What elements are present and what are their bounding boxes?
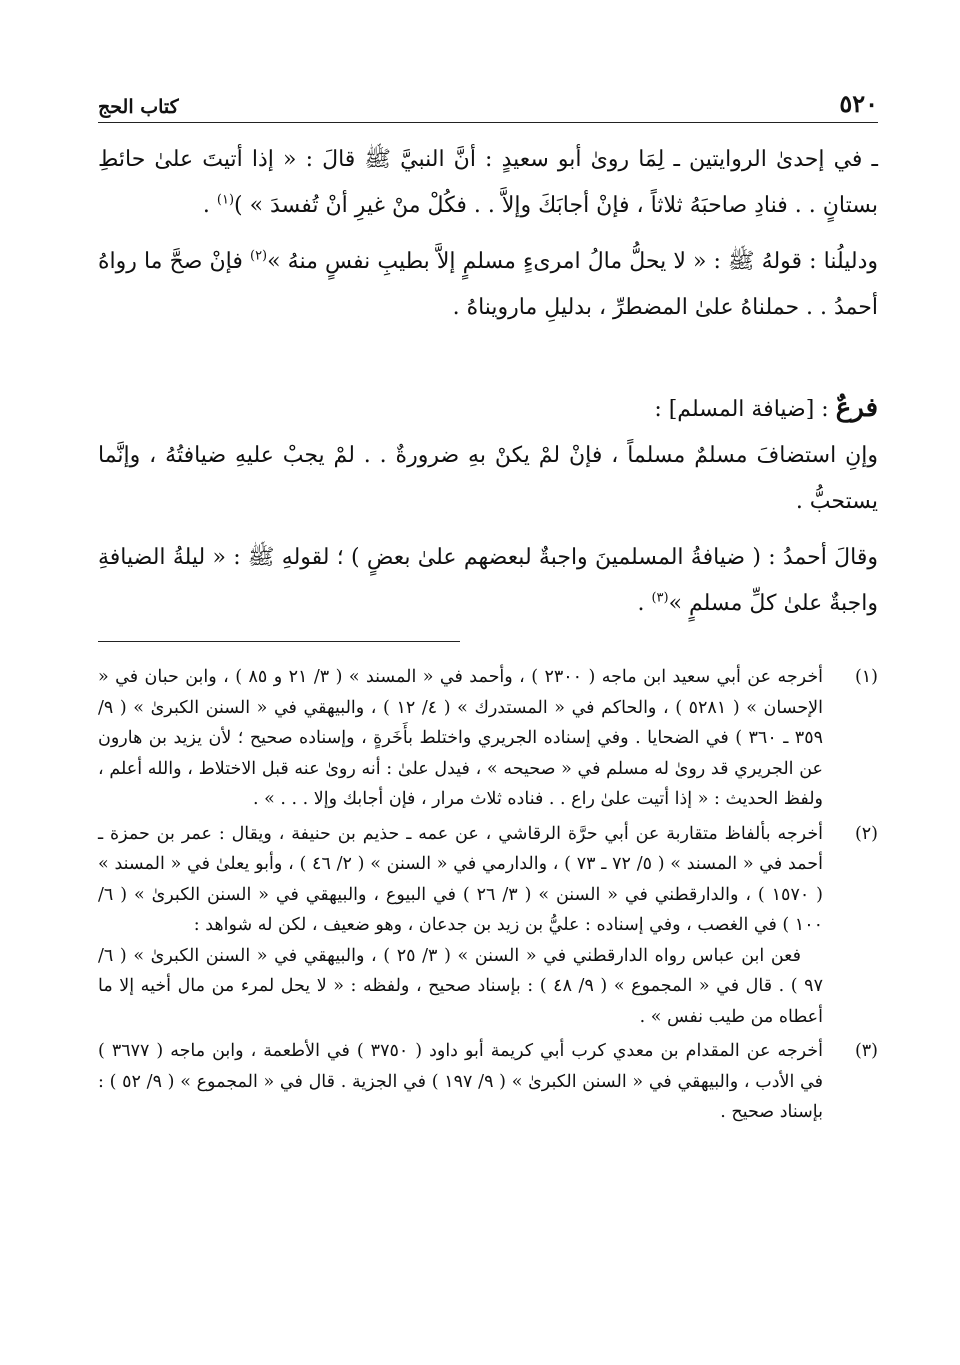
footnote-number: (١) — [854, 667, 878, 687]
footnote-text: أخرجه بألفاظ متقاربة عن أبي حرَّة الرقاشي ، عن عمه ـ حذيم بن حنيفة ، ويقال : عمر بن حمزة ـ أحمد في « المسند » ( ٥/ ٧٢ ـ ٧٣ ) ، والدارمي في « السنن » ( ٢/ ٤٦ ) ، وأبو يعلىٰ في « المسند » ( ١٥٧٠ ) ، والدارقطني في « السنن » ( ٣/ ٢٦ ) في البيوع ، والبيهقي في « السنن الكبرىٰ » ( ٦/ ١٠٠ ) في الغصب ، وفي إسناده : عليُّ بن زيد بن جدعان ، وهو ضعيف ، لكن له شواهد : — [98, 823, 823, 935]
branch-title: : [ضيافة المسلم] : — [654, 397, 836, 422]
footnote-1 — [98, 662, 878, 815]
footnote-text: أخرجه عن أبي سعيد ابن ماجه ( ٢٣٠٠ ) ، وأحمد في « المسند » ( ٣/ ٢١ و ٨٥ ) ، وابن حبان في « الإحسان » ( ٥٢٨١ ) ، والحاكم في « المستدرك » ( ٤/ ١٢ ) ، والبيهقي في « السنن الكبرىٰ » ( ٩/ ٣٥٩ ـ ٣٦٠ ) في الضحايا . وفي إسناده الجريري واختلط بأَخَرةٍ ، وإسناده صحيح ؛ لأن يزيد بن هارون عن الجريري قد روىٰ له مسلم في « صحيحه » ، فيدل علىٰ : أنه روىٰ عنه قبل الاختلاط ، والله أعلم ، ولفظ الحديث : « إذا أتيت علىٰ راع . . فناده ثلاث مرار ، فإن أجابك وإلا . . . » . — [98, 667, 824, 809]
footnote-number: (٢) — [854, 823, 878, 844]
footnote-text: أخرجه عن المقدام بن معدي كرب أبي كريمة أبو داود ( ٣٧٥٠ ) في الأطعمة ، وابن ماجه ( ٣٦٧٧ ) في الأدب ، والبيهقي في « السنن الكبرىٰ » ( ٩/ ١٩٧ ) في الجزية . قال في « المجموع » ( ٩/ ٥٢ ) : بإسناد صحيح . — [98, 1041, 823, 1122]
branch-heading — [98, 385, 878, 433]
paragraph-2 — [98, 239, 878, 331]
paragraph-1-end: . — [202, 193, 217, 218]
footnote-3 — [98, 1036, 878, 1128]
paragraph-1-text: ـ في إحدىٰ الروايتين ـ لِمَا روىٰ أبو سعيدٍ : أنَّ النبيَّ ﷺ قالَ : « إذا أتيتَ علىٰ حائطِ بستانٍ . . فنادِ صاحبَهُ ثلاثاً ، فإنْ أجابَكَ وإلاَّ . . فكُلْ منْ غيرِ أنْ تُفسدَ » ) — [98, 147, 878, 218]
footnote-separator — [98, 641, 460, 642]
footnotes — [98, 662, 878, 1128]
page-number: ٥٢٠ — [839, 89, 878, 118]
footnote-ref-1: (١) — [216, 192, 235, 208]
footnote-text-continued: فعن ابن عباس رواه الدارقطني في « السنن » ( ٣/ ٢٥ ) ، والبيهقي في « السنن الكبرىٰ » ( ٦/ ٩٧ ) . قال في « المجموع » ( ٩/ ٤٨ ) : بإسناد صحيح ، ولفظه : « لا يحل لمرء من مال أخيه إلا ما أعطاه من طيب نفس » . — [98, 945, 823, 1027]
paragraph-2-text-b: فإنْ صحَّ ما رواهُ أحمدُ . . حملناهُ علىٰ المضطرِّ ، بدليلِ مارويناهُ . — [98, 249, 878, 320]
paragraph-1 — [98, 137, 878, 229]
branch-word: فرعٌ — [835, 393, 878, 423]
footnote-2 — [98, 819, 878, 1033]
footnote-text-container — [98, 662, 823, 815]
footnote-ref-3: (٣) — [651, 590, 669, 606]
footnote-text-container — [98, 819, 823, 1033]
running-title: كتاب الحج — [98, 96, 179, 118]
paragraph-3: وإنِ استضافَ مسلمٌ مسلماً ، فإنْ لمْ يكنْ بهِ ضرورةٌ . . لمْ يجبْ عليهِ ضيافتُهُ ، وإنَّما يستحبُّ . — [98, 443, 878, 514]
paragraph-2-text-a: ودليلُنا : قولهُ ﷺ : « لا يحلُّ مالُ امرىءٍ مسلمٍ إلاَّ بطيبِ نفسٍ منهُ » — [267, 249, 879, 274]
footnote-ref-2: (٢) — [249, 248, 268, 264]
book-page — [98, 78, 878, 1128]
paragraph-4 — [98, 535, 878, 627]
page-header — [98, 78, 878, 123]
footnote-number: (٣) — [854, 1041, 878, 1061]
main-text — [98, 137, 878, 627]
footnote-text-container — [98, 1036, 823, 1128]
paragraph-4-end: . — [637, 591, 652, 616]
paragraph-4-text: وقالَ أحمدُ : ( ضيافةُ المسلمينَ واجبةٌ لبعضهم علىٰ بعضٍ ) ؛ لقولهِ ﷺ : « ليلةُ الضيافةِ واجبةٌ علىٰ كلِّ مسلمٍ » — [98, 545, 878, 616]
